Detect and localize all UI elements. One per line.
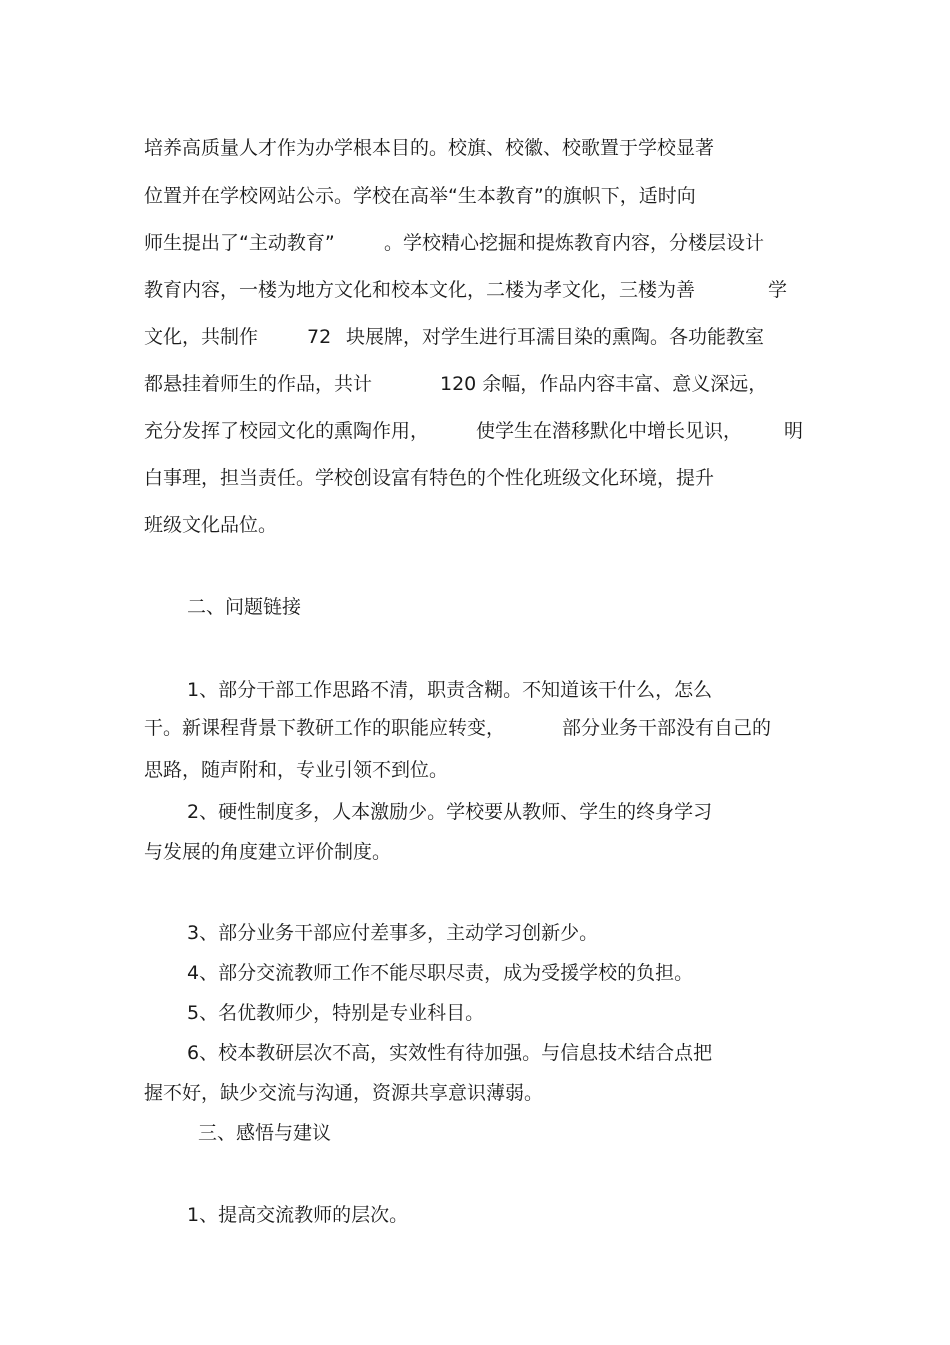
- section-heading: 二、问题链接: [187, 596, 302, 618]
- text-segment: 文化，共制作: [144, 326, 259, 348]
- list-item: 2、硬性制度多，人本激励少。学校要从教师、学生的终身学习: [187, 801, 713, 823]
- text-segment: 使学生在潜移默化中增长见识，: [476, 420, 743, 442]
- text-segment: 部分业务干部没有自己的: [562, 717, 772, 739]
- paragraph-line: 位置并在学校网站公示。学校在高举“生本教育”的旗帜下，适时向: [144, 185, 696, 207]
- text-segment: 干。新课程背景下教研工作的职能应转变，: [144, 717, 506, 739]
- list-item: 思路，随声附和，专业引领不到位。: [144, 759, 449, 781]
- text-segment: 明: [784, 420, 804, 442]
- list-item: 与发展的角度建立评价制度。: [144, 841, 392, 863]
- paragraph-line: 白事理，担当责任。学校创设富有特色的个性化班级文化环境，提升: [144, 467, 715, 489]
- list-item: 5、名优教师少，特别是专业科目。: [187, 1002, 485, 1024]
- list-item: 握不好，缺少交流与沟通，资源共享意识薄弱。: [144, 1082, 544, 1104]
- text-segment: 120 余幅，作品内容丰富、意义深远，: [440, 373, 768, 395]
- list-item: 4、部分交流教师工作不能尽职尽责，成为受援学校的负担。: [187, 962, 694, 984]
- text-segment: 都悬挂着师生的作品，共计: [144, 373, 373, 395]
- text-segment: 。学校精心挖掘和提炼教育内容，分楼层设计: [384, 232, 765, 254]
- paragraph-line: 培养高质量人才作为办学根本目的。校旗、校徽、校歌置于学校显著: [144, 137, 715, 159]
- text-segment: 块展牌，对学生进行耳濡目染的熏陶。各功能教室: [346, 326, 765, 348]
- list-item: 6、校本教研层次不高，实效性有待加强。与信息技术结合点把: [187, 1042, 713, 1064]
- text-segment: 学: [768, 279, 788, 301]
- paragraph-line: 班级文化品位。: [144, 514, 278, 536]
- text-segment: 师生提出了“主动教育”: [144, 232, 335, 254]
- text-segment: 教育内容，一楼为地方文化和校本文化，二楼为孝文化，三楼为善: [144, 279, 696, 301]
- list-item: 3、部分业务干部应付差事多，主动学习创新少。: [187, 922, 599, 944]
- section-heading: 三、感悟与建议: [198, 1122, 332, 1144]
- list-item: 1、部分干部工作思路不清，职责含糊。不知道该干什么，怎么: [187, 679, 713, 701]
- text-segment: 72: [307, 326, 332, 348]
- list-item: 1、提高交流教师的层次。: [187, 1204, 409, 1226]
- text-segment: 充分发挥了校园文化的熏陶作用，: [144, 420, 430, 442]
